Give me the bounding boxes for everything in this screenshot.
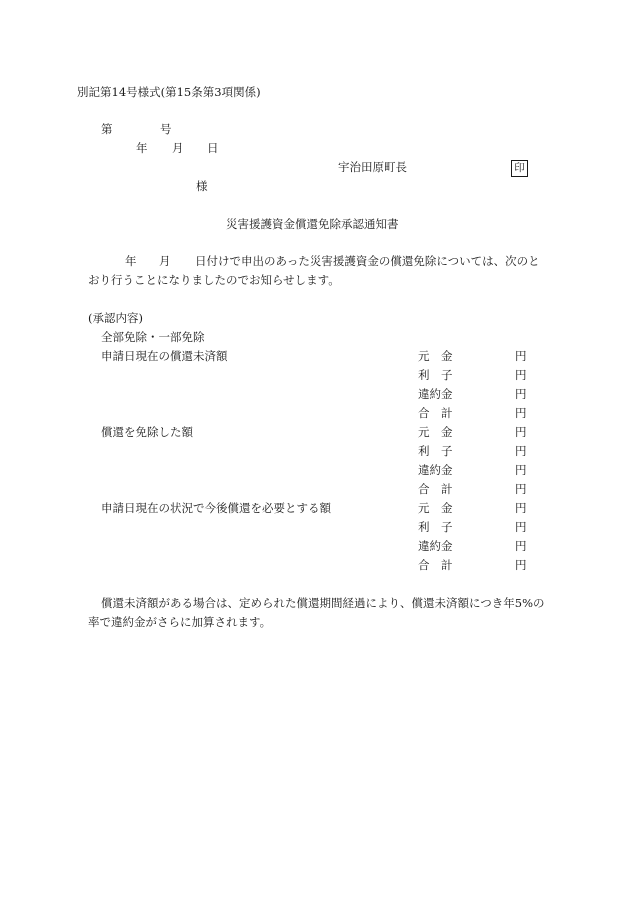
section-label: 償還を免除した額 bbox=[101, 425, 193, 439]
row-item: 元 金 bbox=[418, 425, 453, 439]
exemption-type: 全部免除・一部免除 bbox=[101, 330, 205, 344]
row-item: 元 金 bbox=[418, 501, 453, 515]
row-unit: 円 bbox=[515, 463, 527, 477]
date-year: 年 bbox=[136, 141, 148, 155]
row-unit: 円 bbox=[515, 349, 527, 363]
body-line-2: おり行うことになりましたのでお知らせします。 bbox=[88, 273, 340, 287]
row-unit: 円 bbox=[515, 387, 527, 401]
form-reference: 別記第14号様式(第15条第3項関係) bbox=[77, 85, 261, 99]
row-unit: 円 bbox=[515, 368, 527, 382]
row-item: 元 金 bbox=[418, 349, 453, 363]
body-month: 月 bbox=[159, 254, 171, 268]
row-item: 合 計 bbox=[418, 406, 453, 420]
row-item: 違約金 bbox=[418, 463, 453, 477]
document-title: 災害援護資金償還免除承認通知書 bbox=[226, 217, 399, 231]
row-item: 利 子 bbox=[418, 368, 453, 382]
date-day: 日 bbox=[207, 141, 219, 155]
body-line-1: 日付けで申出のあった災害援護資金の償還免除については、次のと bbox=[195, 254, 540, 268]
addressee-suffix: 様 bbox=[196, 179, 208, 193]
section-label: 申請日現在の状況で今後償還を必要とする額 bbox=[101, 501, 331, 515]
row-item: 違約金 bbox=[418, 539, 453, 553]
row-unit: 円 bbox=[515, 425, 527, 439]
date-month: 月 bbox=[172, 141, 184, 155]
row-unit: 円 bbox=[515, 444, 527, 458]
row-item: 利 子 bbox=[418, 444, 453, 458]
section-label: 申請日現在の償還未済額 bbox=[101, 349, 228, 363]
row-item: 違約金 bbox=[418, 387, 453, 401]
row-item: 合 計 bbox=[418, 558, 453, 572]
doc-number-suffix: 号 bbox=[160, 122, 172, 136]
row-unit: 円 bbox=[515, 501, 527, 515]
note-line-1: 償還未済額がある場合は、定められた償還期間経過により、償還未済額につき年5%の bbox=[101, 596, 545, 610]
note-line-2: 率で違約金がさらに加算されます。 bbox=[88, 615, 272, 629]
row-unit: 円 bbox=[515, 406, 527, 420]
details-heading: (承認内容) bbox=[88, 311, 143, 325]
row-unit: 円 bbox=[515, 520, 527, 534]
row-item: 合 計 bbox=[418, 482, 453, 496]
body-year: 年 bbox=[125, 254, 137, 268]
issuer-title: 宇治田原町長 bbox=[338, 160, 407, 174]
row-item: 利 子 bbox=[418, 520, 453, 534]
row-unit: 円 bbox=[515, 558, 527, 572]
doc-number-prefix: 第 bbox=[101, 122, 113, 136]
official-seal: 印 bbox=[511, 160, 528, 177]
row-unit: 円 bbox=[515, 539, 527, 553]
row-unit: 円 bbox=[515, 482, 527, 496]
